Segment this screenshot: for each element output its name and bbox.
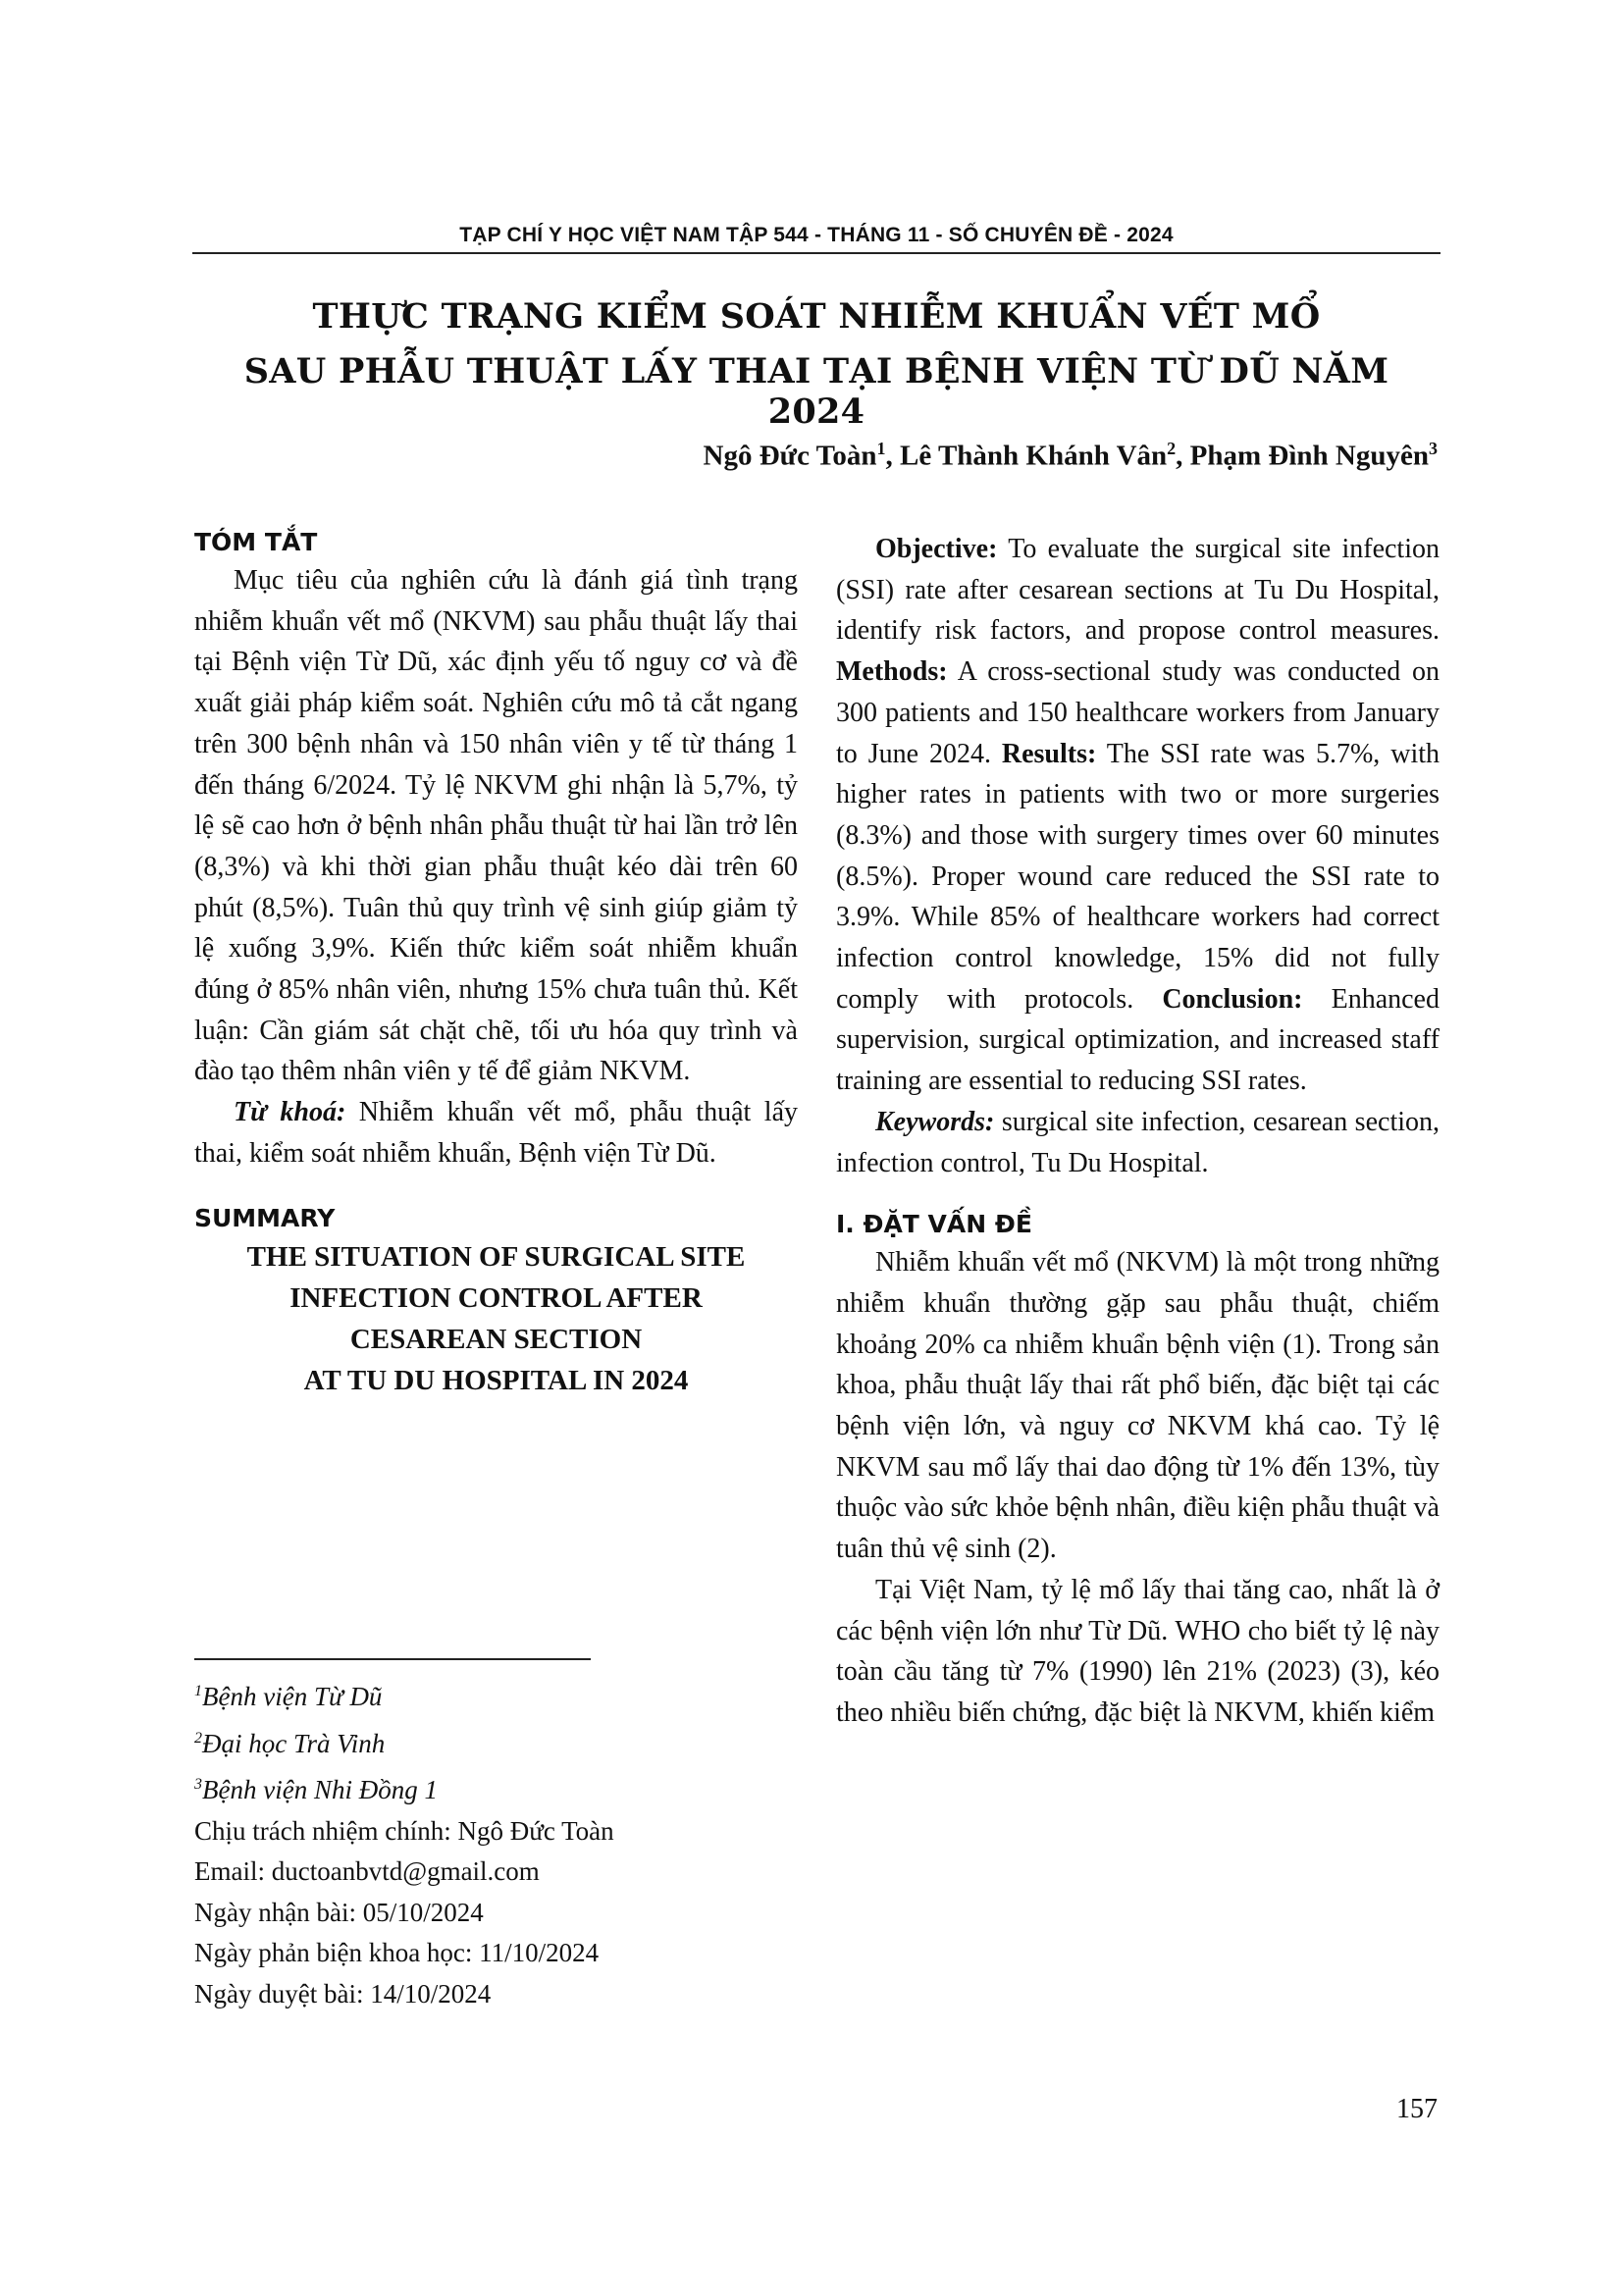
keywords-en-label: Keywords: bbox=[875, 1106, 995, 1137]
affiliation-2 bbox=[194, 1718, 798, 1765]
section-1-paragraph: Tại Việt Nam, tỷ lệ mổ lấy thai tăng cao, nhất là ở các bệnh viện lớn như Từ Dũ. WHO cho biết tỷ lệ này toàn cầu tăng từ 7% (1990) lên 21% (2023) (3), kéo theo nhiều biến chứng, đặc biệt là NKVM, khiến kiểm bbox=[836, 1574, 1440, 1728]
author-list bbox=[704, 439, 1438, 473]
abstract-vi-body: Mục tiêu của nghiên cứu là đánh giá tình trạng nhiễm khuẩn vết mổ (NKVM) sau phẫu thuật lấy thai tại Bệnh viện Từ Dũ, xác định yếu tố nguy cơ và đề xuất giải pháp kiểm soát. Nghiên cứu mô tả cắt ngang trên 300 bệnh nhân và 150 nhân viên y tế từ tháng 1 đến tháng 6/2024. Tỷ lệ NKVM ghi nhận là 5,7%, tỷ lệ sẽ cao hơn ở bệnh nhân phẫu thuật từ hai lần trở lên (8,3%) và khi thời gian phẫu thuật kéo dài trên 60 phút (8,5%). Tuân thủ quy trình vệ sinh giúp giảm tỷ lệ xuống 3,9%. Kiến thức kiểm soát nhiễm khuẩn đúng ở 85% nhân viên, nhưng 15% chưa tuân thủ. Kết luận: Cần giám sát chặt chẽ, tối ưu hóa quy trình và đào tạo thêm nhân viên y tế để giảm NKVM. bbox=[194, 565, 798, 1087]
affiliation-text: Bệnh viện Nhi Đồng 1 bbox=[202, 1775, 438, 1804]
keywords-en bbox=[836, 1102, 1440, 1183]
affiliation-mark: 3 bbox=[194, 1776, 202, 1793]
affiliation-3 bbox=[194, 1764, 798, 1811]
affiliation-text: Bệnh viện Từ Dũ bbox=[202, 1682, 383, 1711]
footnote-rule bbox=[194, 1658, 591, 1660]
section-1-heading: I. ĐẶT VẤN ĐỀ bbox=[836, 1210, 1032, 1239]
objective-label: Objective: bbox=[875, 534, 998, 564]
abstract-en-body bbox=[836, 529, 1440, 1102]
summary-title-line: CESAREAN SECTION bbox=[349, 1323, 643, 1355]
summary-title-line: THE SITUATION OF SURGICAL SITE bbox=[246, 1240, 746, 1273]
author-affiliation-mark: 1 bbox=[876, 439, 886, 458]
methods-text: A cross-sectional study was conducted on 300 patients and 150 healthcare workers from January to June 2024. bbox=[836, 656, 1440, 769]
page-number: 157 bbox=[1396, 2094, 1438, 2124]
conclusion-label: Conclusion: bbox=[1162, 983, 1303, 1015]
affiliation-text: Đại học Trà Vinh bbox=[202, 1728, 386, 1758]
keywords-vi-text: Nhiễm khuẩn vết mổ, phẫu thuật lấy thai, kiểm soát nhiễm khuẩn, Bệnh viện Từ Dũ. bbox=[194, 1097, 798, 1169]
author-name: Ngô Đức Toàn bbox=[703, 440, 877, 472]
results-label: Results: bbox=[1001, 738, 1097, 769]
article-title-line-1: THỰC TRẠNG KIỂM SOÁT NHIỄM KHUẨN VẾT MỔ bbox=[312, 296, 1321, 337]
summary-heading: SUMMARY bbox=[194, 1203, 336, 1232]
author-separator: , bbox=[1176, 440, 1190, 472]
keywords-vi-label: Từ khoá: bbox=[234, 1097, 346, 1128]
conclusion-text: Enhanced supervision, surgical optimization, and increased staff training are essential to reducing SSI rates. bbox=[836, 983, 1440, 1097]
keywords-vi bbox=[194, 1092, 798, 1174]
email: Email: ductoanbvtd@gmail.com bbox=[194, 1856, 540, 1886]
corresponding-author: Chịu trách nhiệm chính: Ngô Đức Toàn bbox=[194, 1815, 614, 1846]
right-column bbox=[836, 529, 1440, 1734]
author-separator: , bbox=[885, 440, 900, 472]
date-reviewed: Ngày phản biện khoa học: 11/10/2024 bbox=[194, 1938, 600, 1967]
summary-title-line: INFECTION CONTROL AFTER bbox=[289, 1281, 703, 1314]
section-1-paragraph: Nhiễm khuẩn vết mổ (NKVM) là một trong những nhiễm khuẩn thường gặp sau phẫu thuật, chiếm khoảng 20% ca nhiễm khuẩn bệnh viện (1). Trong sản khoa, phẫu thuật lấy thai rất phổ biến, đặc biệt tại các bệnh viện lớn, và nguy cơ NKVM khá cao. Tỷ lệ NKVM sau mổ lấy thai dao động từ 1% đến 13%, tùy thuộc vào sức khỏe bệnh nhân, điều kiện phẫu thuật và tuân thủ vệ sinh (2). bbox=[836, 1247, 1440, 1565]
date-accepted: Ngày duyệt bài: 14/10/2024 bbox=[194, 1978, 492, 2009]
affiliation-mark: 2 bbox=[194, 1729, 202, 1747]
results-text: The SSI rate was 5.7%, with higher rates in patients with two or more surgeries (8.3%) and those with surgery times over 60 minutes (8.5%). Proper wound care reduced the SSI rate to 3.9%. While 85% of healthcare workers had correct infection control knowledge, 15% did not fully comply with protocols. bbox=[836, 738, 1440, 1015]
affiliation-mark: 1 bbox=[194, 1683, 202, 1699]
keywords-en-text: surgical site infection, cesarean section, infection control, Tu Du Hospital. bbox=[836, 1106, 1440, 1178]
abstract-vi-heading: TÓM TẮT bbox=[194, 528, 318, 556]
author-affiliation-mark: 2 bbox=[1167, 439, 1177, 458]
article-title-line-2: SAU PHẪU THUẬT LẤY THAI TẠI BỆNH VIỆN TỪ DŨ NĂM 2024 bbox=[243, 351, 1389, 432]
date-received: Ngày nhận bài: 05/10/2024 bbox=[194, 1897, 484, 1927]
author-name: Phạm Đình Nguyên bbox=[1189, 440, 1429, 472]
left-column bbox=[194, 525, 798, 1401]
objective-text: To evaluate the surgical site infection (SSI) rate after cesarean sections at Tu Du Hospital, identify risk factors, and propose control measures. bbox=[836, 534, 1440, 647]
header-rule bbox=[192, 252, 1441, 254]
affiliation-1 bbox=[194, 1671, 798, 1718]
summary-title-line: AT TU DU HOSPITAL IN 2024 bbox=[303, 1364, 689, 1396]
author-affiliation-mark: 3 bbox=[1429, 439, 1438, 458]
footnotes bbox=[194, 1671, 798, 2014]
author-name: Lê Thành Khánh Vân bbox=[900, 440, 1168, 472]
journal-header: TẠP CHÍ Y HỌC VIỆT NAM TẬP 544 - THÁNG 11 - SỐ CHUYÊN ĐỀ - 2024 bbox=[459, 224, 1174, 246]
methods-label: Methods: bbox=[836, 656, 948, 688]
